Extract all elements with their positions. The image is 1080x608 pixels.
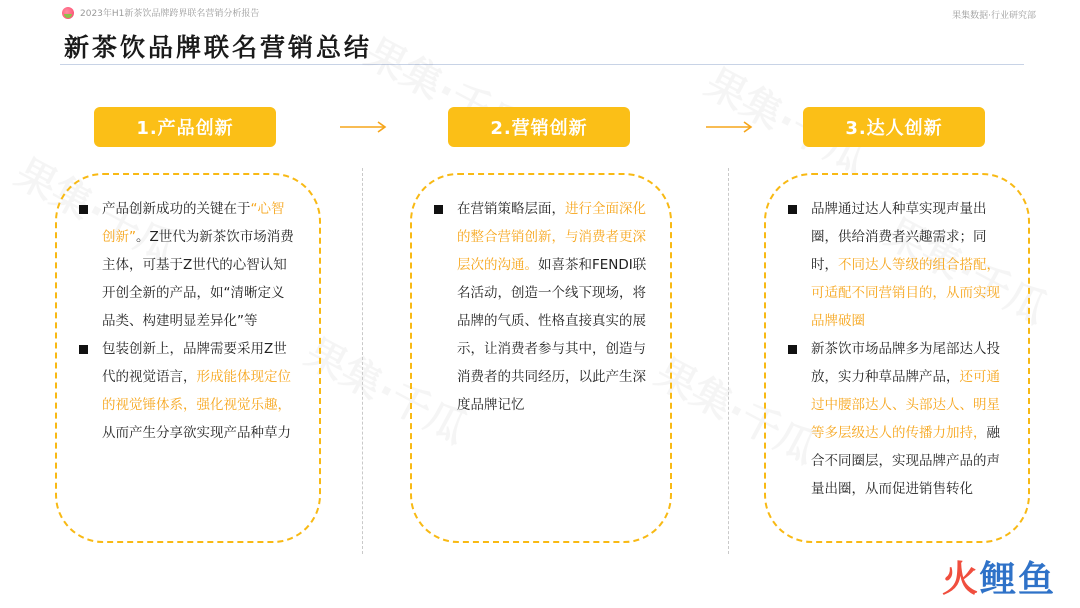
body-text: 融合不同圈层，实现品牌产品的声量出圈，从而促进销售转化 xyxy=(811,425,1000,497)
card-product-innovation xyxy=(55,173,321,543)
square-bullet-icon xyxy=(79,345,88,354)
bullet-text xyxy=(102,195,297,335)
highlighted-text: 不同达人等级的组合搭配，可适配不同营销目的，从而实现品牌破圈 xyxy=(811,257,1000,329)
page-title: 新茶饮品牌联名营销总结 xyxy=(64,33,373,62)
bullet-item xyxy=(788,195,1006,335)
step-product-innovation: 1.产品创新 xyxy=(94,107,276,147)
column-divider xyxy=(728,168,729,554)
bullet-item xyxy=(79,335,297,447)
brand-logo-part2: 鲤鱼 xyxy=(979,559,1056,600)
card-influencer-innovation xyxy=(764,173,1030,543)
card-marketing-innovation xyxy=(410,173,672,543)
bullet-text xyxy=(457,195,648,419)
bullet-item xyxy=(79,195,297,335)
square-bullet-icon xyxy=(434,205,443,214)
column-divider xyxy=(362,168,363,554)
report-title: 2023年H1新茶饮品牌跨界联名营销分析报告 xyxy=(80,9,260,19)
arrow-right-icon xyxy=(338,118,390,136)
highlighted-text: “心智创新” xyxy=(102,201,285,245)
body-text: 包装创新上，品牌需要采用Z世代的视觉语言， xyxy=(102,341,287,385)
body-text: 品牌通过达人种草实现声量出圈，供给消费者兴趣需求；同时， xyxy=(811,201,987,273)
bullet-item xyxy=(434,195,648,419)
bullet-item xyxy=(788,335,1006,503)
body-text: 从而产生分享欲实现产品种草力 xyxy=(102,425,291,441)
square-bullet-icon xyxy=(788,205,797,214)
title-divider xyxy=(60,64,1024,65)
body-text: 。Z世代为新茶饮市场消费主体，可基于Z世代的心智认知开创全新的产品，如“清晰定义品类、构建明显差异化”等 xyxy=(102,229,294,329)
highlighted-text: 形成能体现定位的视觉锤体系，强化视觉乐趣， xyxy=(102,369,291,413)
bullet-text xyxy=(102,335,297,447)
report-header xyxy=(62,6,259,19)
brand-logo xyxy=(942,551,1056,602)
bullet-text xyxy=(811,195,1006,335)
body-text: 如喜茶和FENDI联名活动，创造一个线下现场，将品牌的气质、性格直接真实的展示，让消费者参与其中，创造与消费者的共同经历，以此产生深度品牌记忆 xyxy=(457,257,647,413)
highlighted-text: 进行全面深化的整合营销创新，与消费者更深层次的沟通。 xyxy=(457,201,646,273)
brand-logo-part1: 火 xyxy=(941,559,980,600)
highlighted-text: 还可通过中腰部达人、头部达人、明星等多层级达人的传播力加持， xyxy=(811,369,1000,441)
body-text: 产品创新成功的关键在于 xyxy=(102,201,251,217)
step-influencer-innovation: 3.达人创新 xyxy=(803,107,985,147)
square-bullet-icon xyxy=(79,205,88,214)
watermelon-logo-icon xyxy=(62,7,74,19)
report-org: 果集数据·行业研究部 xyxy=(952,11,1036,21)
square-bullet-icon xyxy=(788,345,797,354)
bullet-text xyxy=(811,335,1006,503)
body-text: 在营销策略层面， xyxy=(457,201,565,217)
arrow-right-icon xyxy=(704,118,756,136)
step-marketing-innovation: 2.营销创新 xyxy=(448,107,630,147)
body-text: 新茶饮市场品牌多为尾部达人投放，实力种草品牌产品， xyxy=(811,341,1000,385)
